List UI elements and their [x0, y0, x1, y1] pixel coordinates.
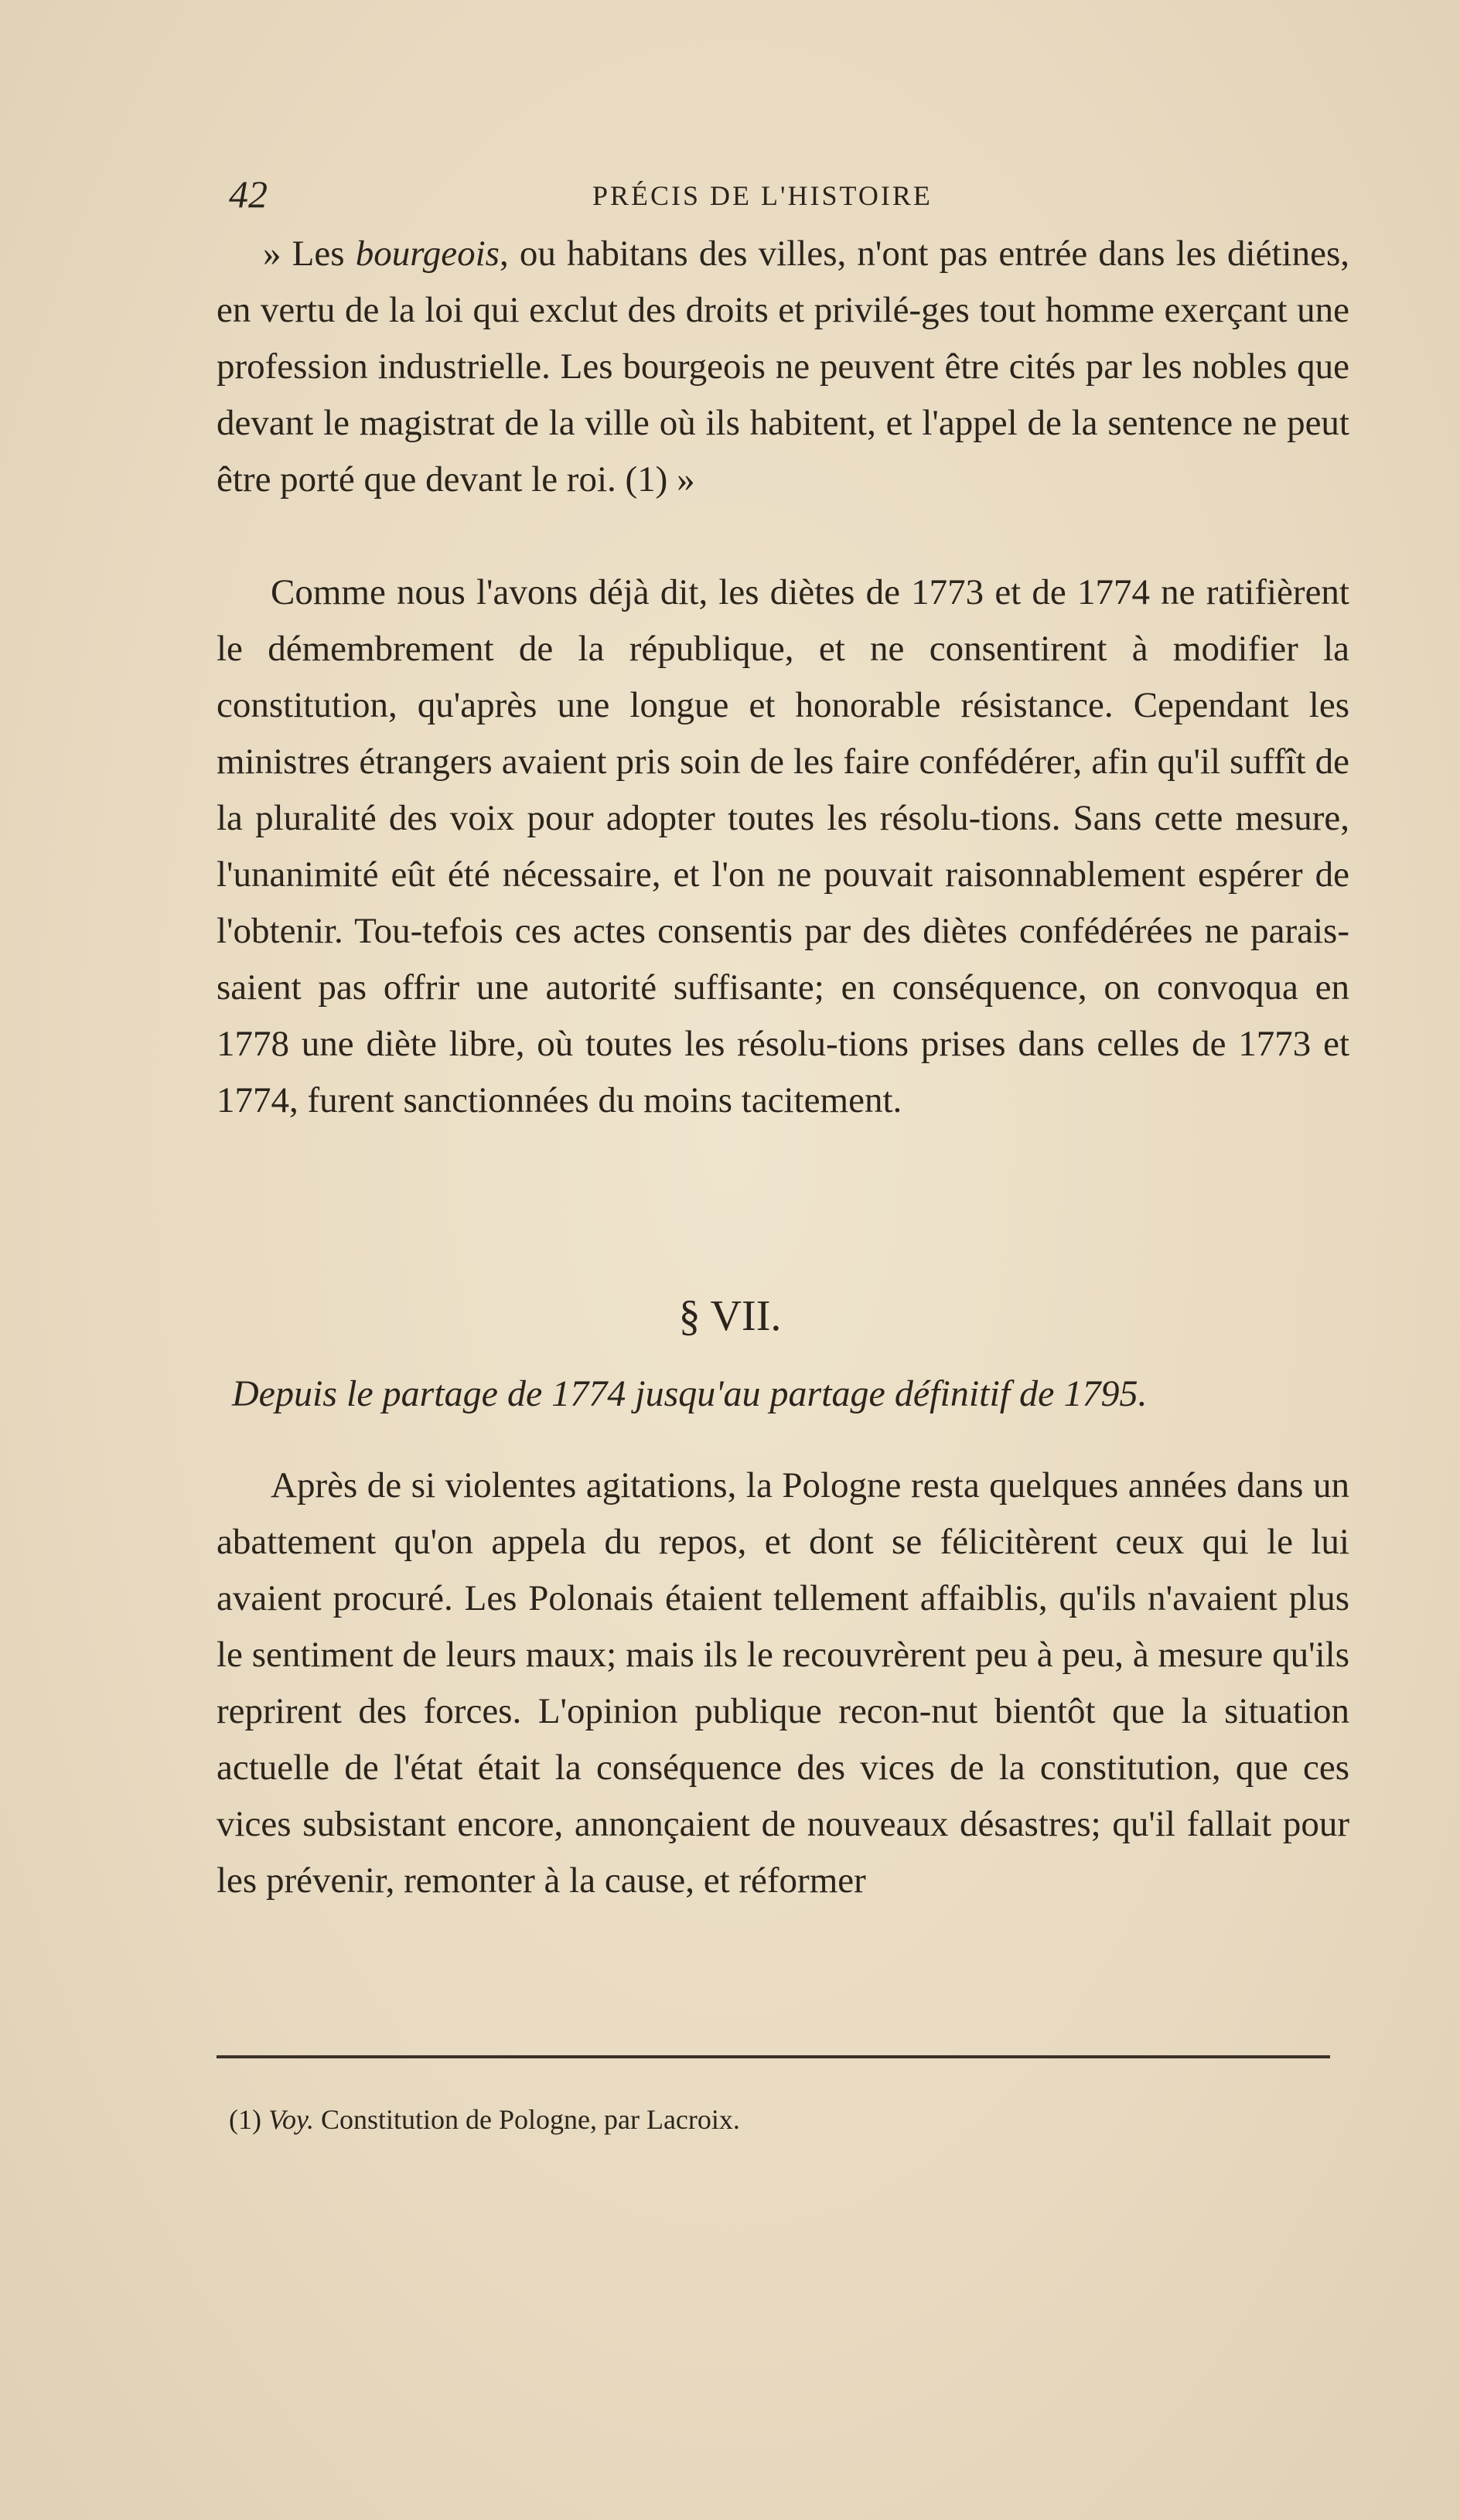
- section-number: § VII.: [678, 1292, 782, 1340]
- paragraph-diets: Comme nous l'avons déjà dit, les diètes de 1773 et de 1774 ne ratifièrent le démembrement de la république, et ne consentirent à modifier la constitution, qu'après une longue et honorable résistance. Cependant les ministres étrangers avaient pris soin de les faire confédérer, afin qu'il suffît de la pluralité des voix pour adopter toutes les résolu-tions. Sans cette mesure, l'unanimité eût été nécessaire, et l'on ne pouvait raisonnablement espérer de l'obtenir. Tou-tefois ces actes consentis par des diètes confédérées ne parais-saient pas offrir une autorité suffisante; en conséquence, on convoqua en 1778 une diète libre, où toutes les résolu-tions prises dans celles de 1773 et 1774, furent sanctionnées du moins tacitement.: [217, 572, 1349, 1120]
- paragraph-quote: [217, 226, 1349, 508]
- page-header: [229, 172, 1350, 226]
- footnote-text: Constitution de Pologne, par Lacroix.: [313, 2104, 740, 2135]
- running-head: PRÉCIS DE L'HISTOIRE: [592, 180, 933, 211]
- section-title: Depuis le partage de 1774 jusqu'au partage définitif de 1795.: [232, 1373, 1148, 1414]
- italic-term: bourgeois: [355, 234, 500, 274]
- page-number: 42: [229, 172, 268, 216]
- footnote-rule: [217, 2055, 1330, 2058]
- paragraph-text: , ou habitans des villes, n'ont pas entrée dans les diétines, en vertu de la loi qui exclut des droits et privilé-ges tout homme exerçant une profession industrielle. Les bourgeois ne peuvent être cités par les nobles que devant le magistrat de la ville où ils habitent, et l'appel de la sentence ne peut être porté que devant le roi. (1) »: [217, 234, 1349, 500]
- footnote-abbr: Voy.: [268, 2104, 314, 2135]
- footnote-marker: (1): [229, 2104, 268, 2135]
- paragraph-after-agitations: Après de si violentes agitations, la Pologne resta quelques années dans un abattement qu'on appela du repos, et dont se félicitèrent ceux qui le lui avaient procuré. Les Polonais étaient tellement affaiblis, qu'ils n'avaient plus le sentiment de leurs maux; mais ils le recouvrèrent peu à peu, à mesure qu'ils reprirent des forces. L'opinion publique recon-nut bientôt que la situation actuelle de l'état était la conséquence des vices de la constitution, que ces vices subsistant encore, annonçaient de nouveaux désastres; qu'il fallait pour les prévenir, remonter à la cause, et réformer: [217, 1465, 1349, 1901]
- open-quote: » Les: [263, 234, 356, 274]
- footnote: [229, 2103, 740, 2136]
